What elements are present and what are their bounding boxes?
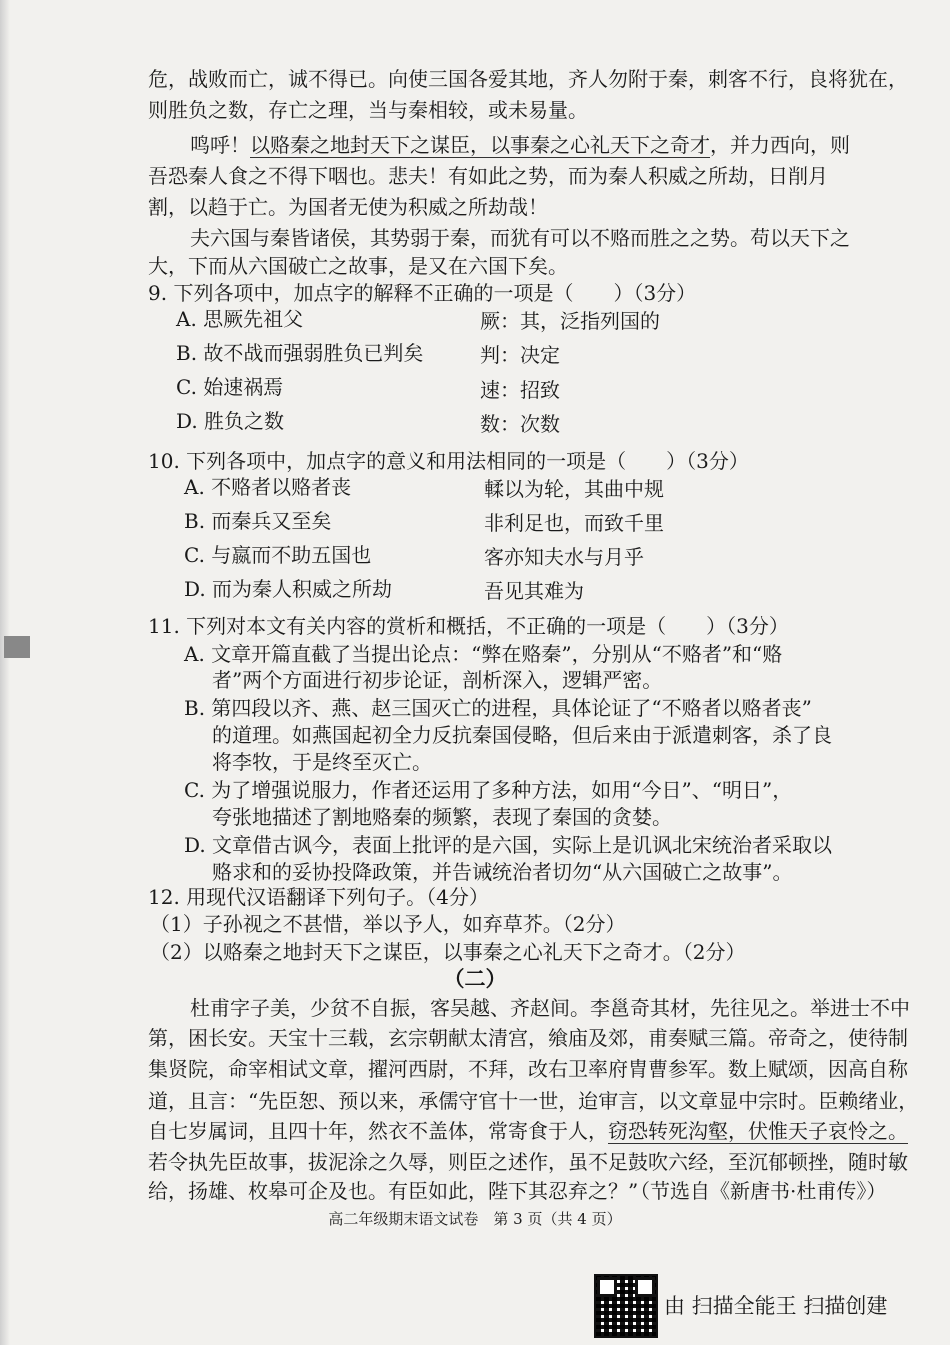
passage-line: 夫六国与秦皆诸侯，其势弱于秦，而犹有可以不赂而胜之之势。苟以天下之 [190, 226, 850, 250]
q11-line: 夸张地描述了割地赂秦的频繁，表现了秦国的贪婪。 [212, 805, 672, 829]
q11-line: 赂求和的妥协投降政策，并告诫统治者切勿“从六国破亡之故事”。 [212, 860, 793, 884]
q10-option-c: C. 与嬴而不助五国也 [184, 543, 372, 567]
q11-line: 将李牧，于是终至灭亡。 [212, 750, 432, 774]
section2-line: 若令执先臣故事，拔泥涂之久辱，则臣之述作，虽不足鼓吹六经，至沉郁顿挫，随时敏 [148, 1150, 908, 1174]
section2-line: 自七岁属词，且四十年，然衣不盖体，常寄食于人，窃恐转死沟壑，伏惟天子哀怜之。 [148, 1119, 908, 1143]
question-11-stem: 11. 下列对本文有关内容的赏析和概括，不正确的一项是（ ）（3分） [148, 614, 789, 638]
scan-watermark: 由 扫描全能王 扫描创建 [664, 1294, 888, 1318]
passage-line: 则胜负之数，存亡之理，当与秦相较，或未易量。 [148, 98, 588, 122]
passage-line: 割，以趋于亡。为国者无使为积威之所劫哉！ [148, 195, 548, 219]
section2-line: 给，扬雄、枚皋可企及也。有臣如此，陛下其忍弃之？” [148, 1179, 639, 1203]
q12-item-1: （1）子孙视之不甚惜，举以予人，如弃草芥。（2分） [150, 912, 626, 936]
q10-option-a: A. 不赂者以赂者丧 [184, 475, 352, 499]
section2-line: 第，困长安。天宝十三载，玄宗朝献太清宫，飨庙及郊，甫奏赋三篇。帝奇之，使待制 [148, 1026, 908, 1050]
passage-line: 吾恐秦人食之不得下咽也。悲夫！有如此之势，而为秦人积威之所劫，日削月 [148, 164, 828, 188]
passage-line: 大，下而从六国破亡之故事，是又在六国下矣。 [148, 254, 568, 278]
q9-option-b-explain: 判：决定 [480, 343, 560, 367]
q9-option-d: D. 胜负之数 [176, 409, 285, 433]
underlined-sentence: 窃恐转死沟壑，伏惟天子哀怜之。 [608, 1119, 908, 1143]
question-10-stem: 10. 下列各项中，加点字的意义和用法相同的一项是（ ）（3分） [148, 449, 749, 473]
q10-option-a-compare: 輮以为轮，其曲中规 [484, 477, 664, 501]
q9-option-c-explain: 速：招致 [480, 378, 560, 402]
q10-option-c-compare: 客亦知夫水与月乎 [484, 545, 644, 569]
q11-line: A. 文章开篇直截了当提出论点：“弊在赂秦”，分别从“不赂者”和“赂 [184, 642, 783, 666]
source-citation: （节选自《新唐书·杜甫传》） [630, 1179, 887, 1203]
q9-option-b: B. 故不战而强弱胜负已判矣 [176, 341, 424, 365]
page-footer: 高二年级期末语文试卷 第 3 页（共 4 页） [328, 1210, 622, 1228]
question-12-stem: 12. 用现代汉语翻译下列句子。（4分） [148, 885, 489, 909]
q11-line: 者”两个方面进行初步论证，剖析深入，逻辑严密。 [212, 668, 663, 692]
qr-code-icon [594, 1274, 658, 1338]
scan-marker [4, 636, 30, 658]
section2-line: 集贤院，命宰相试文章，擢河西尉，不拜，改右卫率府胄曹参军。数上赋颂，因高自称 [148, 1057, 908, 1081]
scan-edge [0, 0, 10, 1345]
q10-option-b-compare: 非利足也，而致千里 [484, 511, 664, 535]
q10-option-b: B. 而秦兵又至矣 [184, 509, 332, 533]
q10-option-d: D. 而为秦人积威之所劫 [184, 577, 393, 601]
section2-line: 杜甫字子美，少贫不自振，客吴越、齐赵间。李邕奇其材，先往见之。举进士不中 [190, 996, 910, 1020]
q12-item-2: （2）以赂秦之地封天下之谋臣，以事秦之心礼天下之奇才。（2分） [150, 940, 746, 964]
question-9-stem: 9. 下列各项中，加点字的解释不正确的一项是（ ）（3分） [148, 281, 697, 305]
q9-option-a: A. 思厥先祖父 [176, 307, 304, 331]
q10-option-d-compare: 吾见其难为 [484, 579, 584, 603]
passage-line: 危，战败而亡，诚不得已。向使三国各爱其地，齐人勿附于秦，刺客不行，良将犹在， [148, 67, 908, 91]
q9-option-a-explain: 厥：其，泛指列国的 [480, 309, 660, 333]
underlined-sentence: 以赂秦之地封天下之谋臣，以事秦之心礼天下之奇才 [250, 133, 710, 157]
q11-line: B. 第四段以齐、燕、赵三国灭亡的进程，具体论证了“不赂者以赂者丧” [184, 696, 812, 720]
q11-line: D. 文章借古讽今，表面上批评的是六国，实际上是讥讽北宋统治者采取以 [184, 833, 833, 857]
q9-option-d-explain: 数：次数 [480, 412, 560, 436]
passage-line: 鸣呼！以赂秦之地封天下之谋臣，以事秦之心礼天下之奇才，并力西向，则 [190, 133, 850, 157]
section-2-title: （二） [443, 966, 507, 991]
q11-line: 的道理。如燕国起初全力反抗秦国侵略，但后来由于派遣刺客，杀了良 [212, 723, 832, 747]
section2-line: 道，且言：“先臣恕、预以来，承儒守官十一世，迨审言，以文章显中宗时。臣赖绪业， [148, 1089, 919, 1113]
q11-line: C. 为了增强说服力，作者还运用了多种方法，如用“今日”、“明日”， [184, 778, 793, 802]
q9-option-c: C. 始速祸焉 [176, 375, 284, 399]
